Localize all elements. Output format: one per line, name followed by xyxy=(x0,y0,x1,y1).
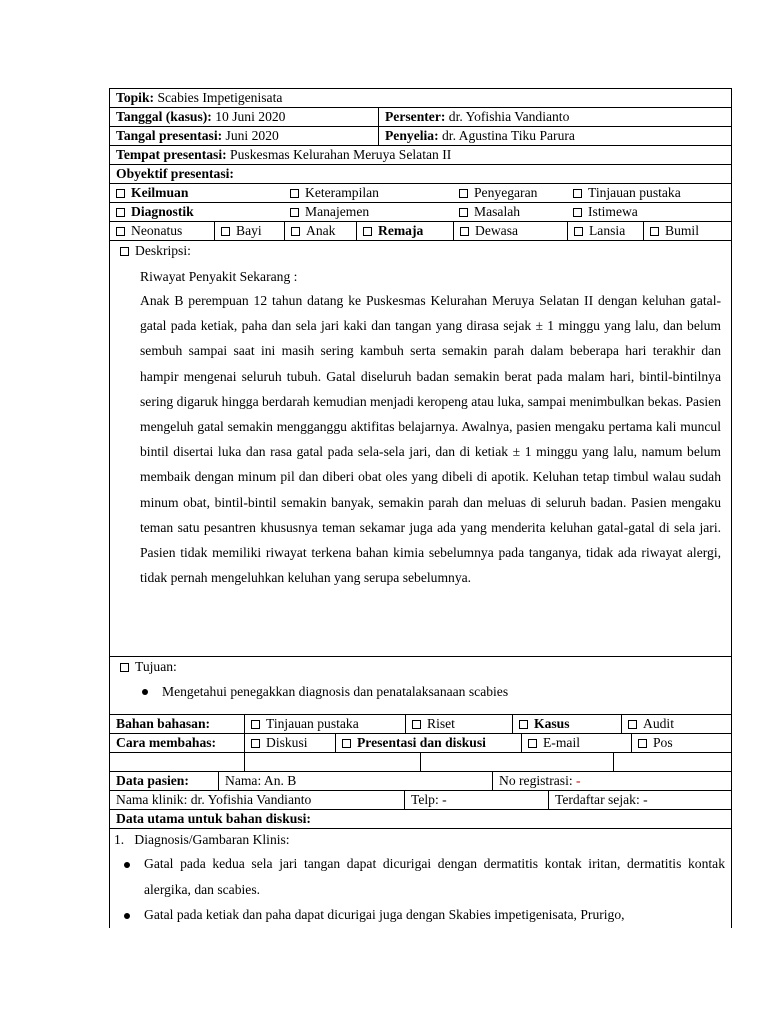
option-label: Dewasa xyxy=(475,223,519,238)
checkbox-icon[interactable] xyxy=(528,739,537,748)
checkbox-icon[interactable] xyxy=(290,208,299,217)
checkbox-icon[interactable] xyxy=(342,739,351,748)
tanggal-presentasi-label: Tangal presentasi: xyxy=(116,128,223,143)
option-label: Presentasi dan diskusi xyxy=(357,735,486,750)
tanggal-kasus-value: 10 Juni 2020 xyxy=(211,109,286,124)
option-anak[interactable] xyxy=(284,222,356,240)
checkbox-icon[interactable] xyxy=(628,720,637,729)
empty-cell xyxy=(244,753,420,771)
obyektif-row xyxy=(110,164,731,183)
tempat-cell xyxy=(110,146,731,164)
no-registrasi-label: No registrasi: xyxy=(499,773,573,788)
option-penyegaran[interactable] xyxy=(453,184,567,202)
diagnosis-title: Diagnosis/Gambaran Klinis: xyxy=(134,832,290,847)
diskusi-section xyxy=(110,828,731,928)
option-label: Istimewa xyxy=(588,204,638,219)
option-keterampilan[interactable] xyxy=(284,184,453,202)
riwayat-paragraph: Anak B perempuan 12 tahun datang ke Puskesmas Kelurahan Meruya Selatan II dengan keluhan gatal-gatal pada ketiak, paha dan sela jari kaki dan tangan yang dirasa sejak ± 1 minggu yang lalu, dan belum sembuh sampai saat ini masih sering kambuh serta semakin parah dalam beberapa hari terakhir dan hampir mengenai seluruh tubuh. Gatal diseluruh badan semakin berat pada malam hari, bintil-bintilnya sering digaruk hingga berdarah kemudian menjadi keropeng atau luka, sampai menimbulkan bekas. Pasien mengeluh gatal semakin mengganggu aktifitas belajarnya. Awalnya, pasien mengaku pertama kali muncul bintil disertai luka dan rasa gatal pada sela-sela jari, dan di ketiak ± 1 minggu yang lalu, namum belum membaik dengan minum pil dan diberi obat oles yang dibeli di apotik. Keluhan tetap timbul walau sudah minum obat, bintil-bintil semakin banyak, semakin parah dan meluas di seluruh badan. Pasien mengaku teman satu pesantren khususnya teman sekamar juga ada yang menderita keluhan gatal-gatal di sela jari. Pasien tidak memiliki riwayat terkena bahan kimia sebelumnya pada tanganya, tidak ada riwayat alergi, tidak pernah mengeluhkan keluhan yang serupa sebelumnya. xyxy=(140,293,721,586)
nama-klinik: Nama klinik: dr. Yofishia Vandianto xyxy=(116,792,312,807)
empty-row xyxy=(110,752,731,771)
diagnosis-bullet xyxy=(114,902,725,928)
tujuan-section xyxy=(110,656,731,714)
klinik-row xyxy=(110,790,731,809)
option-diagnostik[interactable] xyxy=(110,203,284,221)
tanggal-presentasi-row xyxy=(110,126,731,145)
bahan-kasus[interactable] xyxy=(512,715,621,733)
topik-value: Scabies Impetigenisata xyxy=(154,90,283,105)
option-label: Kasus xyxy=(534,716,570,731)
topik-row xyxy=(110,88,731,107)
option-istimewa[interactable] xyxy=(567,203,731,221)
checkbox-icon[interactable] xyxy=(116,189,125,198)
persenter-cell xyxy=(378,108,731,126)
checkbox-icon[interactable] xyxy=(574,227,583,236)
bullet-icon xyxy=(124,862,130,868)
tanggal-presentasi-value: Juni 2020 xyxy=(222,128,279,143)
option-tinjauan-pustaka[interactable] xyxy=(567,184,731,202)
data-pasien-label: Data pasien: xyxy=(116,773,189,788)
deskripsi-label: Deskripsi: xyxy=(135,243,191,258)
tempat-row xyxy=(110,145,731,164)
tempat-label: Tempat presentasi: xyxy=(116,147,227,162)
checkbox-icon[interactable] xyxy=(251,720,260,729)
checkbox-icon[interactable] xyxy=(120,247,129,256)
riwayat-title: Riwayat Penyakit Sekarang : xyxy=(140,269,298,284)
deskripsi-header xyxy=(120,241,721,263)
tujuan-item-text: Mengetahui penegakkan diagnosis dan penatalaksanaan scabies xyxy=(162,684,509,699)
option-label: Keterampilan xyxy=(305,185,379,200)
persenter-value: dr. Yofishia Vandianto xyxy=(445,109,570,124)
option-label: Riset xyxy=(427,716,455,731)
option-label: Tinjauan pustaka xyxy=(266,716,359,731)
tujuan-item xyxy=(120,679,721,705)
option-neonatus[interactable] xyxy=(110,222,214,240)
checkbox-icon[interactable] xyxy=(363,227,372,236)
tanggal-kasus-cell xyxy=(110,108,378,126)
cara-diskusi[interactable] xyxy=(244,734,335,752)
option-label: Neonatus xyxy=(131,223,183,238)
terdaftar-sejak: Terdaftar sejak: - xyxy=(548,791,731,809)
diagnosis-bullet-text: Gatal pada ketiak dan paha dapat dicurigai juga dengan Skabies impetigenisata, Prurigo, xyxy=(144,907,625,922)
option-label: Masalah xyxy=(474,204,521,219)
obyektif-options-row-3 xyxy=(110,221,731,240)
tanggal-kasus-label: Tanggal (kasus): xyxy=(116,109,212,124)
penyelia-cell xyxy=(378,127,731,145)
bahan-tinjauan-pustaka[interactable] xyxy=(244,715,405,733)
bahan-audit[interactable] xyxy=(621,715,731,733)
option-remaja[interactable] xyxy=(356,222,453,240)
option-label: Anak xyxy=(306,223,336,238)
tujuan-header xyxy=(120,657,721,679)
obyektif-options-row-2 xyxy=(110,202,731,221)
diagnosis-bullet xyxy=(114,851,725,902)
option-dewasa[interactable] xyxy=(453,222,567,240)
bahan-row xyxy=(110,714,731,733)
empty-cell xyxy=(613,753,731,771)
option-manajemen[interactable] xyxy=(284,203,453,221)
option-label: Diagnostik xyxy=(131,204,194,219)
bullet-icon xyxy=(124,913,130,919)
topik-label: Topik: xyxy=(116,90,155,105)
bullet-icon xyxy=(142,689,148,695)
option-label: Remaja xyxy=(378,223,424,238)
cara-row xyxy=(110,733,731,752)
checkbox-icon[interactable] xyxy=(519,720,528,729)
checkbox-icon[interactable] xyxy=(116,227,125,236)
checkbox-icon[interactable] xyxy=(116,208,125,217)
no-registrasi xyxy=(492,772,731,790)
data-utama-row xyxy=(110,809,731,828)
tujuan-label: Tujuan: xyxy=(135,659,177,674)
topik-cell xyxy=(110,89,731,107)
option-label: Pos xyxy=(653,735,673,750)
option-lansia[interactable] xyxy=(567,222,643,240)
option-masalah[interactable] xyxy=(453,203,567,221)
penyelia-label: Penyelia: xyxy=(385,128,439,143)
deskripsi-section xyxy=(110,240,731,656)
option-label: Audit xyxy=(643,716,674,731)
diagnosis-bullet-text: Gatal pada kedua sela jari tangan dapat dicurigai dengan dermatitis kontak iritan, dermatitis kontak alergika, dan scabies. xyxy=(144,856,725,897)
option-label: Tinjauan pustaka xyxy=(588,185,681,200)
telp: Telp: - xyxy=(404,791,548,809)
nama-pasien: Nama: An. B xyxy=(218,772,492,790)
option-label: Diskusi xyxy=(266,735,308,750)
presentation-form xyxy=(109,88,732,928)
bahan-label: Bahan bahasan: xyxy=(116,716,211,731)
tanggal-presentasi-cell xyxy=(110,127,378,145)
no-registrasi-value: - xyxy=(572,773,581,788)
obyektif-label: Obyektif presentasi: xyxy=(116,166,234,181)
checkbox-icon[interactable] xyxy=(459,189,468,198)
obyektif-options-row-1 xyxy=(110,183,731,202)
persenter-label: Persenter: xyxy=(385,109,446,124)
checkbox-icon[interactable] xyxy=(251,739,260,748)
option-label: Keilmuan xyxy=(131,185,189,200)
checkbox-icon[interactable] xyxy=(291,227,300,236)
diagnosis-number: 1. xyxy=(114,832,125,847)
option-label: E-mail xyxy=(543,735,580,750)
tanggal-kasus-row xyxy=(110,107,731,126)
checkbox-icon[interactable] xyxy=(573,189,582,198)
checkbox-icon[interactable] xyxy=(573,208,582,217)
diagnosis-heading xyxy=(114,829,725,851)
option-label: Bayi xyxy=(236,223,262,238)
checkbox-icon[interactable] xyxy=(460,227,469,236)
cara-label: Cara membahas: xyxy=(116,735,217,750)
penyelia-value: dr. Agustina Tiku Parura xyxy=(438,128,575,143)
checkbox-icon[interactable] xyxy=(412,720,421,729)
checkbox-icon[interactable] xyxy=(290,189,299,198)
cara-email[interactable] xyxy=(521,734,631,752)
checkbox-icon[interactable] xyxy=(221,227,230,236)
option-label: Bumil xyxy=(665,223,699,238)
empty-cell xyxy=(420,753,613,771)
option-bumil[interactable] xyxy=(643,222,731,240)
option-bayi[interactable] xyxy=(214,222,284,240)
option-keilmuan[interactable] xyxy=(110,184,284,202)
bahan-riset[interactable] xyxy=(405,715,512,733)
cara-presentasi-diskusi[interactable] xyxy=(335,734,521,752)
checkbox-icon[interactable] xyxy=(120,663,129,672)
empty-cell xyxy=(110,753,244,771)
checkbox-icon[interactable] xyxy=(638,739,647,748)
data-utama-label: Data utama untuk bahan diskusi: xyxy=(116,811,311,826)
checkbox-icon[interactable] xyxy=(459,208,468,217)
option-label: Lansia xyxy=(589,223,626,238)
tempat-value: Puskesmas Kelurahan Meruya Selatan II xyxy=(226,147,452,162)
cara-pos[interactable] xyxy=(631,734,731,752)
option-label: Penyegaran xyxy=(474,185,538,200)
checkbox-icon[interactable] xyxy=(650,227,659,236)
option-label: Manajemen xyxy=(305,204,370,219)
data-pasien-row xyxy=(110,771,731,790)
